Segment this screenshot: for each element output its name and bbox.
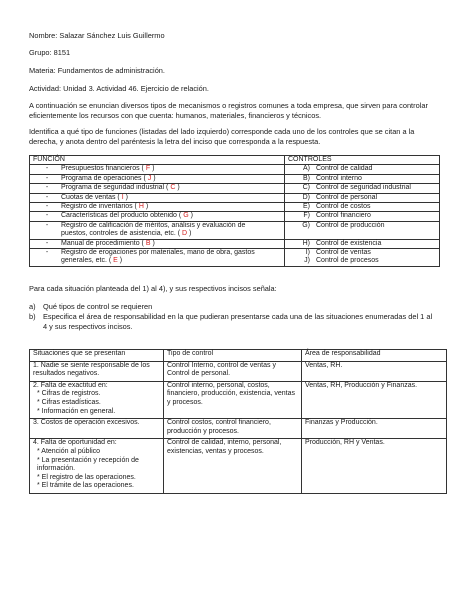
situation-cell bbox=[30, 439, 164, 494]
function-label: Registro de inventarios ( bbox=[61, 203, 137, 211]
situation-cell bbox=[30, 361, 164, 381]
close-paren: ) bbox=[125, 193, 128, 201]
control-cell bbox=[285, 203, 440, 212]
situation-line: 1. Nadie se siente responsable de los resultados negativos. bbox=[33, 361, 150, 378]
function-label: Presupuestos financieros ( bbox=[61, 165, 144, 173]
situation-line: 2. Falta de exactitud en: bbox=[33, 381, 108, 389]
row-dash: - bbox=[45, 249, 49, 257]
control-item bbox=[288, 222, 436, 230]
control-letter: F) bbox=[303, 212, 310, 220]
header-area: Área de responsabilidad bbox=[302, 350, 447, 362]
control-type-cell: Control interno, personal, costos, financiero, producción, existencia, ventas y procesos. bbox=[164, 381, 302, 418]
table-row bbox=[30, 249, 440, 267]
function-text bbox=[61, 184, 266, 192]
question-text: Qué tipos de control se requieren bbox=[43, 302, 153, 311]
function-cell bbox=[30, 239, 285, 248]
row-dash: - bbox=[45, 174, 49, 182]
answer-letter: D bbox=[182, 230, 188, 238]
control-name: Control de producción bbox=[316, 221, 385, 229]
control-item bbox=[288, 212, 436, 220]
header-funcion: FUNCIÓN bbox=[30, 156, 285, 165]
row-dash: - bbox=[45, 239, 49, 247]
function-text bbox=[61, 194, 266, 202]
function-text bbox=[61, 165, 266, 173]
control-cell bbox=[285, 174, 440, 183]
row-dash: - bbox=[45, 212, 49, 220]
function-cell bbox=[30, 184, 285, 193]
control-cell bbox=[285, 212, 440, 221]
responsibility-area-cell: Producción, RH y Ventas. bbox=[302, 439, 447, 494]
function-cell bbox=[30, 193, 285, 202]
control-cell bbox=[285, 239, 440, 248]
question-list bbox=[29, 302, 438, 332]
table-row bbox=[30, 174, 440, 183]
control-name: Control de personal bbox=[316, 193, 378, 201]
situation-line: * La presentación y recepción de información. bbox=[37, 456, 139, 473]
header-controles: CONTROLES bbox=[285, 156, 440, 165]
control-letter: J) bbox=[304, 257, 310, 265]
situation-line: * El trámite de las operaciones. bbox=[37, 482, 134, 490]
header-tipo-control: Tipo de control bbox=[164, 350, 302, 362]
row-dash: - bbox=[45, 221, 49, 229]
answer-letter: H bbox=[138, 203, 144, 211]
function-text bbox=[61, 240, 266, 248]
close-paren: ) bbox=[119, 257, 123, 265]
row-dash: - bbox=[45, 203, 49, 211]
table-row bbox=[30, 203, 440, 212]
function-text bbox=[61, 212, 266, 220]
control-letter: A) bbox=[303, 165, 310, 173]
table-row bbox=[30, 193, 440, 202]
function-label: Cuotas de ventas ( bbox=[61, 193, 120, 201]
row-dash: - bbox=[45, 184, 49, 192]
group: Grupo: 8151 bbox=[29, 48, 71, 57]
situation-cell bbox=[30, 419, 164, 439]
control-letter: I) bbox=[305, 249, 310, 257]
control-name: Control de calidad bbox=[316, 165, 373, 173]
function-cell bbox=[30, 165, 285, 174]
function-label: Registro de erogaciones por materiales, mano de obra, gastos generales, etc. ( bbox=[61, 249, 255, 265]
situation-line: 4. Falta de oportunidad en: bbox=[33, 439, 117, 447]
function-cell bbox=[30, 212, 285, 221]
activity: Actividad: Unidad 3. Actividad 46. Ejercicio de relación. bbox=[29, 84, 209, 93]
function-text bbox=[61, 249, 266, 266]
function-cell bbox=[30, 249, 285, 267]
close-paren: ) bbox=[152, 165, 155, 173]
instruction-paragraph: Identifica a qué tipo de funciones (listadas del lado izquierdo) corresponde cada uno de los controles que se citan a la derecha, y anota dentro del paréntesis la letra del inciso que corresponda a la respuesta. bbox=[29, 127, 415, 146]
table-row bbox=[30, 419, 447, 439]
close-paren: ) bbox=[189, 230, 192, 238]
table-header-row bbox=[30, 156, 440, 165]
situation-cell bbox=[30, 381, 164, 418]
close-paren: ) bbox=[177, 184, 180, 192]
table-row bbox=[30, 165, 440, 174]
control-name: Control de existencia bbox=[316, 239, 382, 247]
control-type-cell: Control costos, control financiero, producción y procesos. bbox=[164, 419, 302, 439]
table-row bbox=[30, 239, 440, 248]
answer-letter: F bbox=[145, 165, 151, 173]
situation-line: * El registro de las operaciones. bbox=[37, 473, 136, 481]
subject: Materia: Fundamentos de administración. bbox=[29, 66, 165, 75]
header-situaciones: Situaciones que se presentan bbox=[30, 350, 164, 362]
student-name: Nombre: Salazar Sánchez Luis Guillermo bbox=[29, 31, 165, 40]
control-item bbox=[288, 194, 436, 202]
control-name: Control de procesos bbox=[316, 257, 379, 265]
table-header-row bbox=[30, 350, 447, 362]
function-label: Características del producto obtenido ( bbox=[61, 212, 182, 220]
close-paren: ) bbox=[152, 239, 155, 247]
control-name: Control de costos bbox=[316, 203, 371, 211]
control-item bbox=[288, 165, 436, 173]
table-row bbox=[30, 184, 440, 193]
function-label: Programa de operaciones ( bbox=[61, 174, 146, 182]
control-cell bbox=[285, 165, 440, 174]
function-label: Registro de calificación de méritos, análisis y evaluación de puestos, controles de asistencia, etc. ( bbox=[61, 221, 246, 238]
intro-paragraph: A continuación se enuncian diversos tipos de mecanismos o registros comunes a toda empresa, que sirven para controlar eficientemente los recursos con que cuenta: humanos, materiales, financieros y técnicos. bbox=[29, 101, 428, 120]
control-item bbox=[288, 257, 436, 265]
responsibility-area-cell: Finanzas y Producción. bbox=[302, 419, 447, 439]
table-row bbox=[30, 381, 447, 418]
functions-controls-table bbox=[29, 155, 440, 267]
function-cell bbox=[30, 174, 285, 183]
control-item bbox=[288, 249, 436, 257]
control-letter: C) bbox=[302, 184, 310, 192]
control-item bbox=[288, 184, 436, 192]
answer-letter: E bbox=[113, 257, 118, 265]
responsibility-area-cell: Ventas, RH, Producción y Finanzas. bbox=[302, 381, 447, 418]
list-item bbox=[29, 302, 438, 312]
control-letter: H) bbox=[302, 239, 310, 247]
control-type-cell: Control Interno, control de ventas y Control de personal. bbox=[164, 361, 302, 381]
situation-line: * Cifras estadísticas. bbox=[37, 398, 101, 406]
control-letter: G) bbox=[302, 221, 310, 229]
answer-letter: B bbox=[145, 239, 151, 247]
table-row bbox=[30, 221, 440, 239]
control-letter: B) bbox=[303, 174, 310, 182]
list-item bbox=[29, 312, 438, 332]
table-row bbox=[30, 361, 447, 381]
row-dash: - bbox=[45, 165, 49, 173]
table-row bbox=[30, 439, 447, 494]
function-label: Programa de seguridad industrial ( bbox=[61, 184, 169, 192]
control-name: Control de seguridad industrial bbox=[316, 184, 411, 192]
control-name: Control interno bbox=[316, 174, 362, 182]
close-paren: ) bbox=[190, 212, 193, 220]
answer-letter: G bbox=[183, 212, 189, 220]
control-letter: E) bbox=[303, 203, 310, 211]
situation-line: * Atención al público bbox=[37, 447, 101, 455]
question-label: b) bbox=[29, 312, 36, 321]
control-name: Control de ventas bbox=[316, 249, 371, 257]
function-text bbox=[61, 203, 266, 211]
function-label: Manual de procedimiento ( bbox=[61, 239, 144, 247]
control-name: Control financiero bbox=[316, 212, 371, 220]
situations-intro: Para cada situación planteada del 1) al 4), y sus respectivos incisos señala: bbox=[29, 284, 277, 293]
control-letter: D) bbox=[302, 193, 310, 201]
row-dash: - bbox=[45, 193, 49, 201]
control-cell bbox=[285, 221, 440, 239]
responsibility-area-cell: Ventas, RH. bbox=[302, 361, 447, 381]
function-cell bbox=[30, 203, 285, 212]
control-cell bbox=[285, 193, 440, 202]
close-paren: ) bbox=[153, 174, 156, 182]
control-item bbox=[288, 203, 436, 211]
situation-line: 3. Costos de operación excesivos. bbox=[33, 419, 140, 427]
control-type-cell: Control de calidad, interno, personal, existencias, ventas y procesos. bbox=[164, 439, 302, 494]
question-text: Especifica el área de responsabilidad en la que pudieran presentarse cada una de las situaciones enumeradas del 1 al 4 y sus respectivos incisos. bbox=[43, 312, 433, 331]
control-cell bbox=[285, 249, 440, 267]
answer-letter: I bbox=[121, 193, 124, 201]
situations-table bbox=[29, 349, 447, 494]
control-item bbox=[288, 175, 436, 183]
control-item bbox=[288, 240, 436, 248]
table-row bbox=[30, 212, 440, 221]
close-paren: ) bbox=[145, 203, 149, 211]
function-text bbox=[61, 222, 266, 239]
question-label: a) bbox=[29, 302, 36, 311]
answer-letter: C bbox=[170, 184, 176, 192]
function-cell bbox=[30, 221, 285, 239]
situation-line: * Cifras de registros. bbox=[37, 390, 101, 398]
answer-letter: J bbox=[147, 174, 152, 182]
control-cell bbox=[285, 184, 440, 193]
function-text bbox=[61, 175, 266, 183]
situation-line: * Información en general. bbox=[37, 407, 116, 415]
